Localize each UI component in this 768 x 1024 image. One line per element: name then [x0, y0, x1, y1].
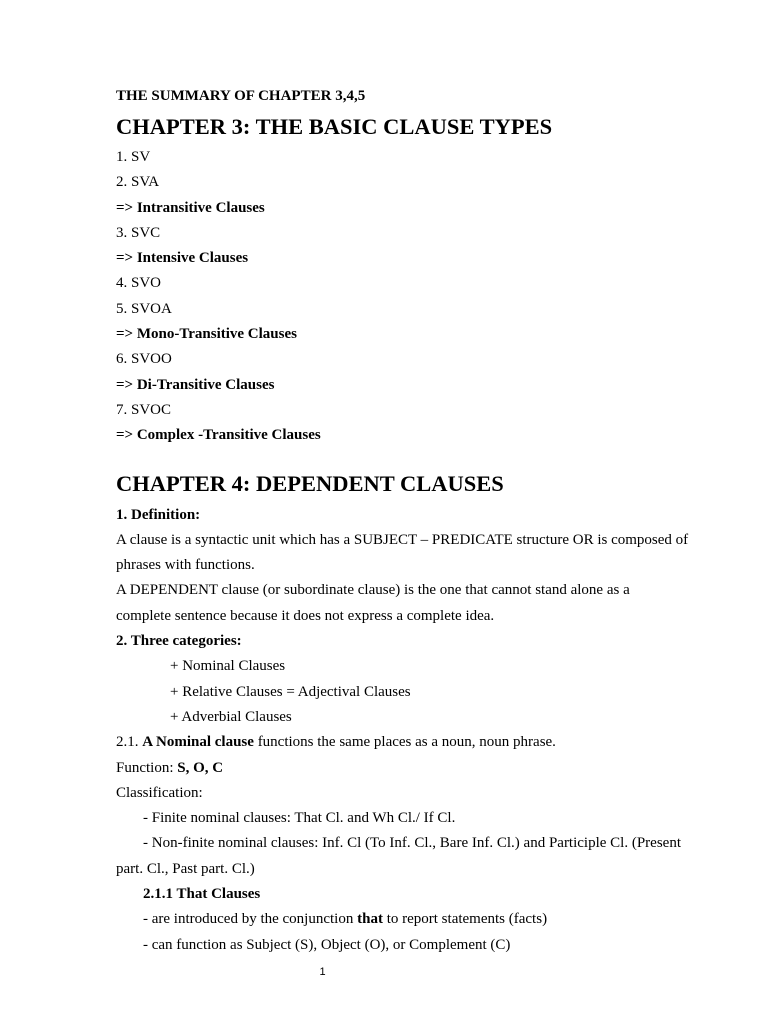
category-item: + Relative Clauses = Adjectival Clauses [170, 683, 411, 700]
category-item: + Adverbial Clauses [170, 708, 292, 725]
definition-line: A DEPENDENT clause (or subordinate clause) is the one that cannot stand alone as a [116, 582, 630, 599]
page-number: 1 [319, 966, 326, 978]
nominal-rest: functions the same places as a noun, noun phrase. [253, 734, 556, 751]
list-item: 2. SVA [116, 174, 160, 191]
list-item: 4. SVO [116, 275, 162, 292]
list-item: 7. SVOC [116, 401, 172, 418]
summary-title: THE SUMMARY OF CHAPTER 3,4,5 [116, 88, 366, 104]
function-label: Function: [116, 759, 178, 776]
list-item: 3. SVC [116, 224, 161, 241]
definition-line: phrases with functions. [116, 557, 255, 574]
function-value: S, O, C [177, 759, 224, 776]
category-item: + Nominal Clauses [170, 658, 286, 675]
that-clauses-line [116, 907, 718, 932]
classification-label: Classification: [116, 784, 203, 801]
clause-type-list [116, 145, 718, 449]
that-before: - are introduced by the conjunction [143, 911, 358, 928]
list-item: 6. SVOO [116, 351, 172, 368]
nominal-clause-line [116, 730, 718, 755]
list-item: => Mono-Transitive Clauses [116, 326, 297, 343]
that-after: to report statements (facts) [382, 911, 548, 928]
chapter4-title: CHAPTER 4: DEPENDENT CLAUSES [116, 470, 504, 496]
list-item: 5. SVOA [116, 300, 172, 317]
definition-heading: 1. Definition: [116, 506, 201, 523]
list-item: => Di-Transitive Clauses [116, 376, 275, 393]
chapter3-title: CHAPTER 3: THE BASIC CLAUSE TYPES [116, 114, 553, 139]
list-item: => Intensive Clauses [116, 250, 249, 267]
list-item: => Intransitive Clauses [116, 199, 265, 216]
classification-item: - Non-finite nominal clauses: Inf. Cl (To Inf. Cl., Bare Inf. Cl.) and Participle Cl. (Present [143, 835, 681, 852]
nominal-term: A Nominal clause [142, 734, 254, 751]
that-clauses-heading: 2.1.1 That Clauses [143, 886, 261, 903]
classification-continuation: part. Cl., Past part. Cl.) [116, 860, 255, 877]
classification-item: - Finite nominal clauses: That Cl. and Wh Cl./ If Cl. [143, 810, 456, 827]
list-item: 1. SV [116, 149, 151, 165]
categories-heading: 2. Three categories: [116, 633, 242, 650]
that-clauses-line: - can function as Subject (S), Object (O), or Complement (C) [143, 936, 511, 953]
function-line [116, 756, 718, 781]
list-item: => Complex -Transitive Clauses [116, 427, 321, 444]
nominal-prefix: 2.1. [116, 734, 143, 751]
document-page [116, 86, 718, 958]
definition-line: complete sentence because it does not express a complete idea. [116, 607, 495, 624]
that-keyword: that [357, 911, 383, 928]
definition-line: A clause is a syntactic unit which has a SUBJECT – PREDICATE structure OR is composed of [116, 531, 689, 548]
